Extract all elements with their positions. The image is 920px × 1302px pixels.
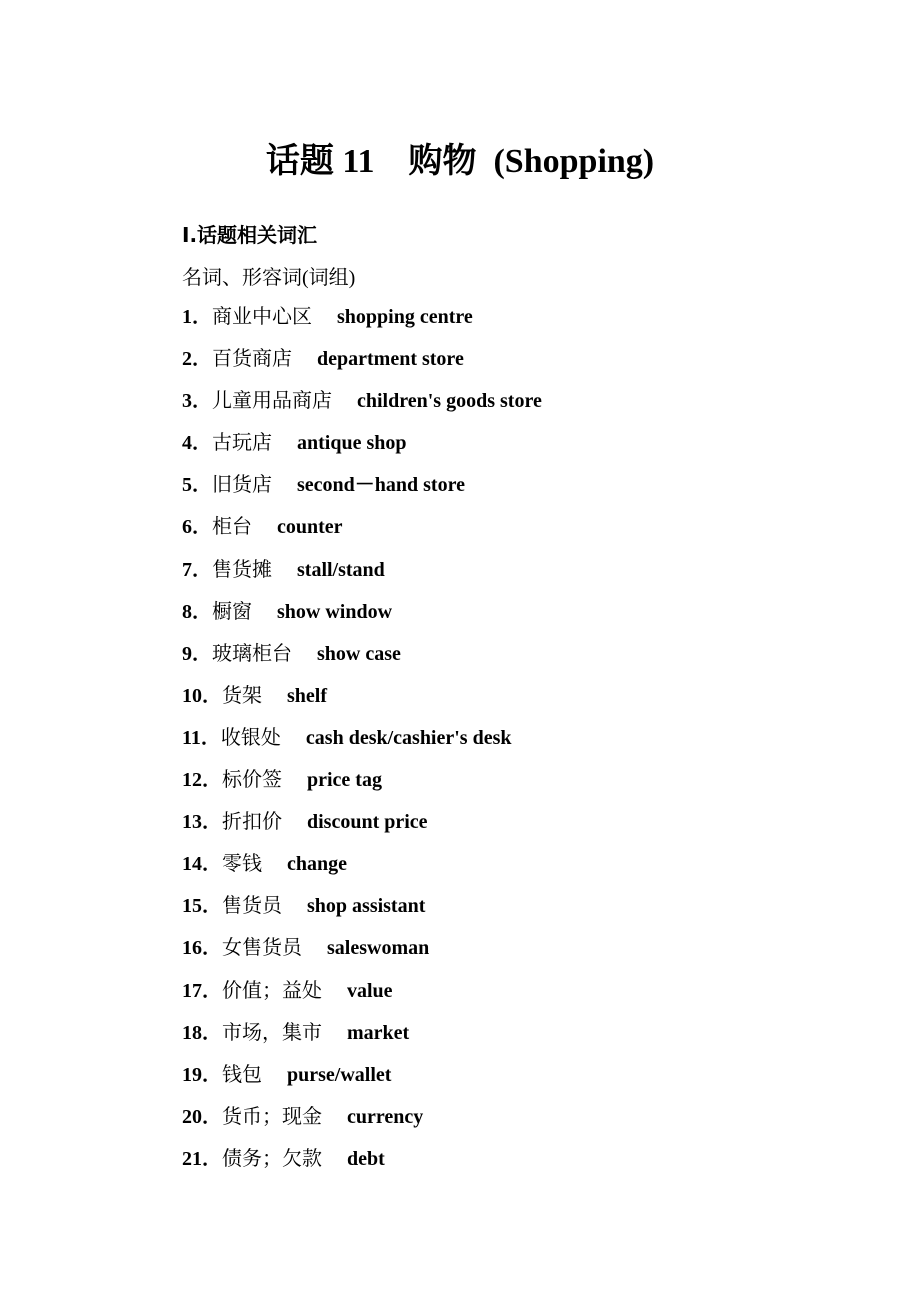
item-chinese: 收银处 <box>220 726 281 749</box>
item-english: purse/wallet <box>287 1063 392 1086</box>
item-chinese: 售货员 <box>222 895 282 918</box>
item-english: price tag <box>307 769 382 792</box>
vocabulary-item <box>182 683 542 725</box>
item-chinese: 零钱 <box>222 853 262 876</box>
item-number: 20． <box>182 1105 222 1128</box>
vocabulary-item <box>182 599 542 641</box>
vocabulary-item <box>182 304 542 346</box>
item-chinese: 货币；现金 <box>222 1105 322 1128</box>
section-subheading: 名词、形容词(词组) <box>182 267 356 289</box>
item-chinese: 价值；益处 <box>222 979 322 1002</box>
item-english: cash desk/cashier's desk <box>305 726 512 749</box>
vocabulary-item <box>182 557 542 599</box>
item-number: 6． <box>182 516 212 539</box>
vocabulary-item <box>182 1062 542 1104</box>
item-number: 15． <box>182 895 222 918</box>
vocabulary-item <box>182 346 542 388</box>
item-english: change <box>287 853 347 876</box>
item-number: 7． <box>182 558 212 581</box>
item-chinese: 百货商店 <box>212 348 292 371</box>
item-chinese: 旧货店 <box>212 474 272 497</box>
vocabulary-list <box>182 304 542 1188</box>
item-number: 12． <box>182 769 222 792</box>
item-chinese: 标价签 <box>222 769 282 792</box>
vocabulary-item <box>182 388 542 430</box>
item-number: 17． <box>182 979 222 1002</box>
item-english: department store <box>317 348 464 371</box>
item-english: show window <box>277 600 393 623</box>
item-english: market <box>347 1021 410 1044</box>
vocabulary-item <box>182 935 542 977</box>
item-chinese: 商业中心区 <box>212 306 312 328</box>
item-chinese: 古玩店 <box>212 432 272 455</box>
vocabulary-item <box>182 725 542 767</box>
item-number: 3． <box>182 390 212 413</box>
vocabulary-item <box>182 1146 542 1188</box>
item-english: value <box>347 979 393 1002</box>
item-english: stall/stand <box>297 558 385 581</box>
item-chinese: 女售货员 <box>222 937 302 960</box>
item-english: antique shop <box>297 432 407 455</box>
item-number: 1． <box>182 306 212 328</box>
item-number: 21． <box>182 1147 222 1170</box>
item-number: 5． <box>182 474 212 497</box>
item-number: 11． <box>182 726 221 749</box>
vocabulary-item <box>182 430 542 472</box>
item-chinese: 玻璃柜台 <box>212 642 292 665</box>
item-number: 4． <box>182 432 212 455</box>
item-chinese: 钱包 <box>222 1063 262 1086</box>
page-title: 话题 11 购物 (Shopping) <box>265 143 655 180</box>
vocabulary-item <box>182 893 542 935</box>
item-english: second－hand store <box>297 474 465 497</box>
item-english: debt <box>347 1147 385 1170</box>
item-number: 8． <box>182 600 212 623</box>
item-english: children's goods store <box>357 390 542 413</box>
item-number: 9． <box>182 642 212 665</box>
item-english: shopping centre <box>337 306 473 328</box>
item-chinese: 折扣价 <box>222 811 282 834</box>
item-number: 19． <box>182 1063 222 1086</box>
item-english: shelf <box>287 684 327 707</box>
item-number: 14． <box>182 853 222 876</box>
item-chinese: 债务；欠款 <box>222 1147 322 1170</box>
item-number: 18． <box>182 1021 222 1044</box>
vocabulary-item <box>182 472 542 514</box>
item-number: 16． <box>182 937 222 960</box>
item-number: 10． <box>182 684 222 707</box>
item-number: 13． <box>182 811 222 834</box>
item-english: currency <box>347 1105 424 1128</box>
vocabulary-item <box>182 978 542 1020</box>
section-heading: Ⅰ.话题相关词汇 <box>182 223 318 247</box>
item-english: saleswoman <box>327 937 430 960</box>
vocabulary-item <box>182 1020 542 1062</box>
item-chinese: 货架 <box>222 684 262 707</box>
vocabulary-item <box>182 641 542 683</box>
vocabulary-item <box>182 767 542 809</box>
vocabulary-item <box>182 809 542 851</box>
item-chinese: 儿童用品商店 <box>212 390 332 413</box>
vocabulary-item <box>182 851 542 893</box>
vocabulary-item <box>182 1104 542 1146</box>
item-chinese: 柜台 <box>212 516 252 539</box>
item-english: discount price <box>307 811 428 834</box>
item-english: show case <box>317 642 401 665</box>
item-number: 2． <box>182 348 212 371</box>
item-chinese: 市场，集市 <box>222 1021 322 1044</box>
item-english: counter <box>277 516 343 539</box>
vocabulary-item <box>182 514 542 556</box>
item-english: shop assistant <box>307 895 426 918</box>
item-chinese: 橱窗 <box>212 600 252 623</box>
item-chinese: 售货摊 <box>212 558 272 581</box>
